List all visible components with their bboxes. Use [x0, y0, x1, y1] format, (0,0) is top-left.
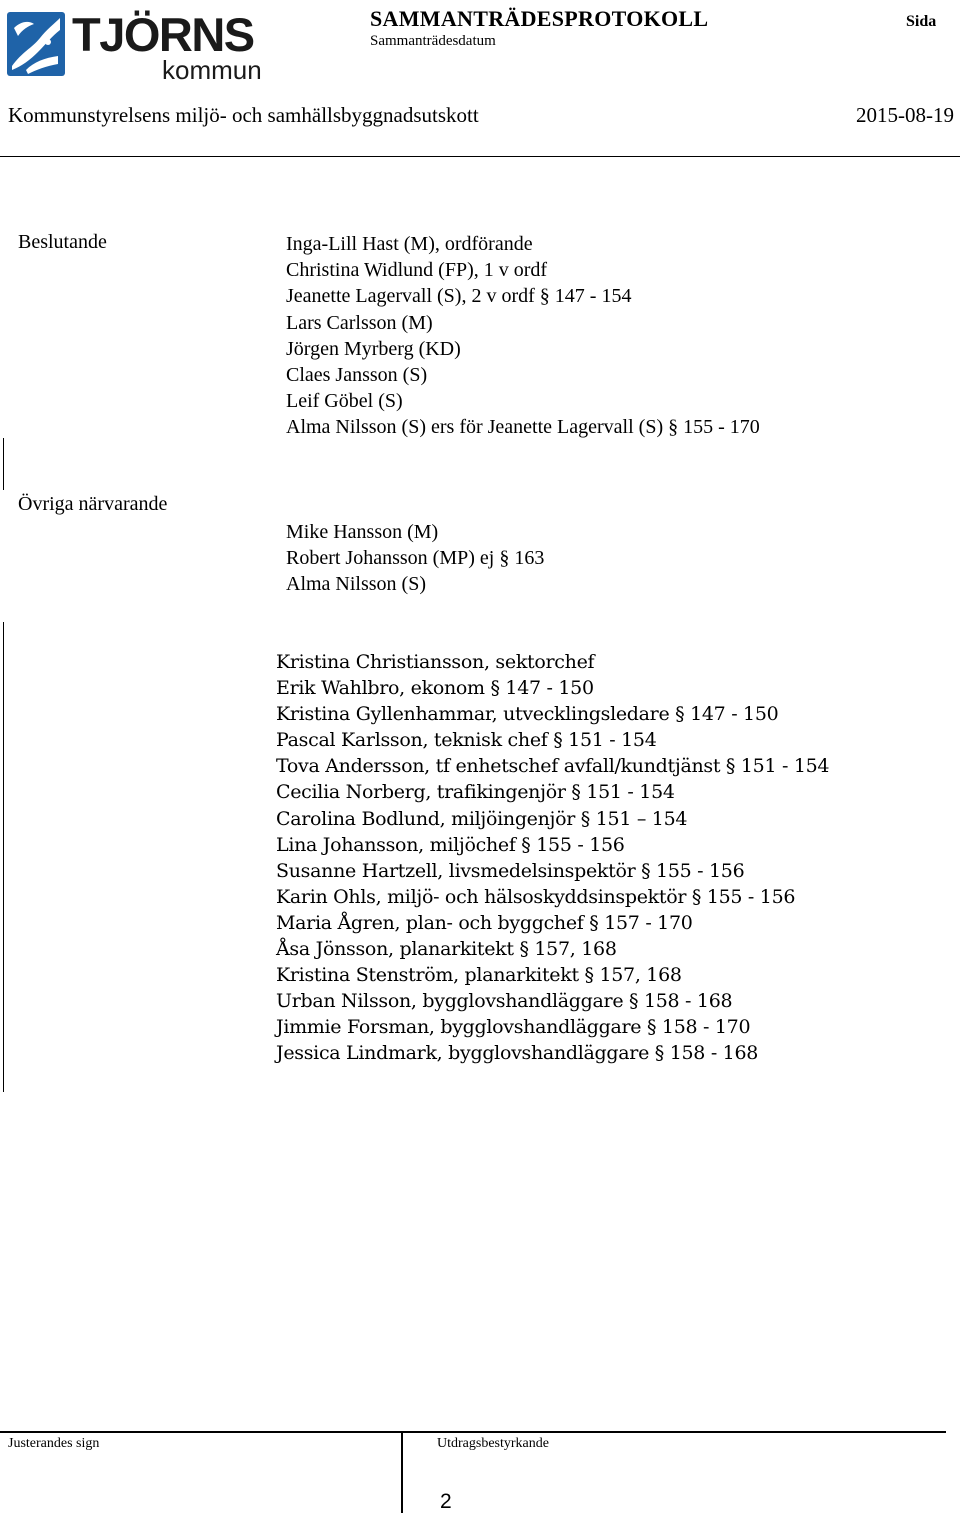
footer-divider [0, 1431, 946, 1433]
others-present-list [286, 519, 544, 598]
list-item: Susanne Hartzell, livsmedelsinspektör § 155 - 156 [276, 859, 745, 882]
list-item: Åsa Jönsson, planarkitekt § 157, 168 [276, 938, 617, 961]
tjorns-kommun-logo [6, 8, 268, 82]
decision-makers-label: Beslutande [18, 231, 107, 253]
page-label: Sida [906, 13, 937, 30]
list-item: Christina Widlund (FP), 1 v ordf [286, 259, 548, 282]
list-item: Kristina Gyllenhammar, utvecklingsledare § 147 - 150 [276, 703, 779, 726]
signature-label: Justerandes sign [8, 1436, 100, 1451]
list-item: Karin Ohls, miljö- och hälsoskyddsinspektör § 155 - 156 [276, 885, 796, 908]
list-item: Kristina Christiansson, sektorchef [276, 651, 595, 673]
list-item: Maria Ågren, plan- och byggchef § 157 - 170 [276, 911, 693, 934]
list-item: Mike Hansson (M) [286, 521, 439, 543]
committee-name: Kommunstyrelsens miljö- och samhällsbyggnadsutskott [8, 103, 479, 127]
list-item: Kristina Stenström, planarkitekt § 157, 168 [276, 964, 682, 987]
list-item: Robert Johansson (MP) ej § 163 [286, 547, 545, 570]
list-item: Lars Carlsson (M) [286, 311, 433, 334]
list-item: Jessica Lindmark, bygglovshandläggare § 158 - 168 [276, 1042, 759, 1065]
list-item: Erik Wahlbro, ekonom § 147 - 150 [276, 677, 594, 700]
list-item: Tova Andersson, tf enhetschef avfall/kundtjänst § 151 - 154 [276, 755, 830, 778]
coat-of-arms-icon [7, 12, 65, 76]
margin-bar [3, 622, 4, 1092]
list-item: Claes Jansson (S) [286, 364, 428, 387]
others-present-label: Övriga närvarande [18, 493, 168, 515]
list-item: Urban Nilsson, bygglovshandläggare § 158 - 168 [276, 990, 733, 1013]
list-item: Lina Johansson, miljöchef § 155 - 156 [276, 833, 625, 856]
list-item: Cecilia Norberg, trafikingenjör § 151 - 154 [276, 781, 675, 804]
footer-column-divider [401, 1431, 403, 1513]
logo-wordmark: TJÖRNS [72, 8, 254, 61]
list-item: Inga-Lill Hast (M), ordförande [286, 233, 533, 255]
list-item: Pascal Karlsson, teknisk chef § 151 - 154 [276, 729, 657, 752]
margin-bar [3, 438, 4, 490]
header-divider [0, 156, 960, 157]
list-item: Leif Göbel (S) [286, 390, 403, 413]
logo-subtitle: kommun [162, 55, 262, 82]
list-item: Jimmie Forsman, bygglovshandläggare § 158 - 170 [276, 1016, 751, 1039]
list-item: Alma Nilsson (S) ers för Jeanette Lagervall (S) § 155 - 170 [286, 416, 760, 439]
officials-list [276, 649, 829, 1067]
page-number: 2 [440, 1490, 452, 1513]
extract-certification-label: Utdragsbestyrkande [437, 1436, 549, 1451]
list-item: Jörgen Myrberg (KD) [286, 337, 461, 360]
list-item: Jeanette Lagervall (S), 2 v ordf § 147 - 154 [286, 285, 632, 308]
meeting-date-label: Sammanträdesdatum [370, 33, 496, 49]
meeting-date: 2015-08-19 [856, 103, 954, 127]
list-item: Carolina Bodlund, miljöingenjör § 151 – 154 [276, 807, 688, 830]
document-type: SAMMANTRÄDESPROTOKOLL [370, 6, 709, 31]
decision-makers-list [286, 231, 760, 441]
list-item: Alma Nilsson (S) [286, 573, 426, 596]
